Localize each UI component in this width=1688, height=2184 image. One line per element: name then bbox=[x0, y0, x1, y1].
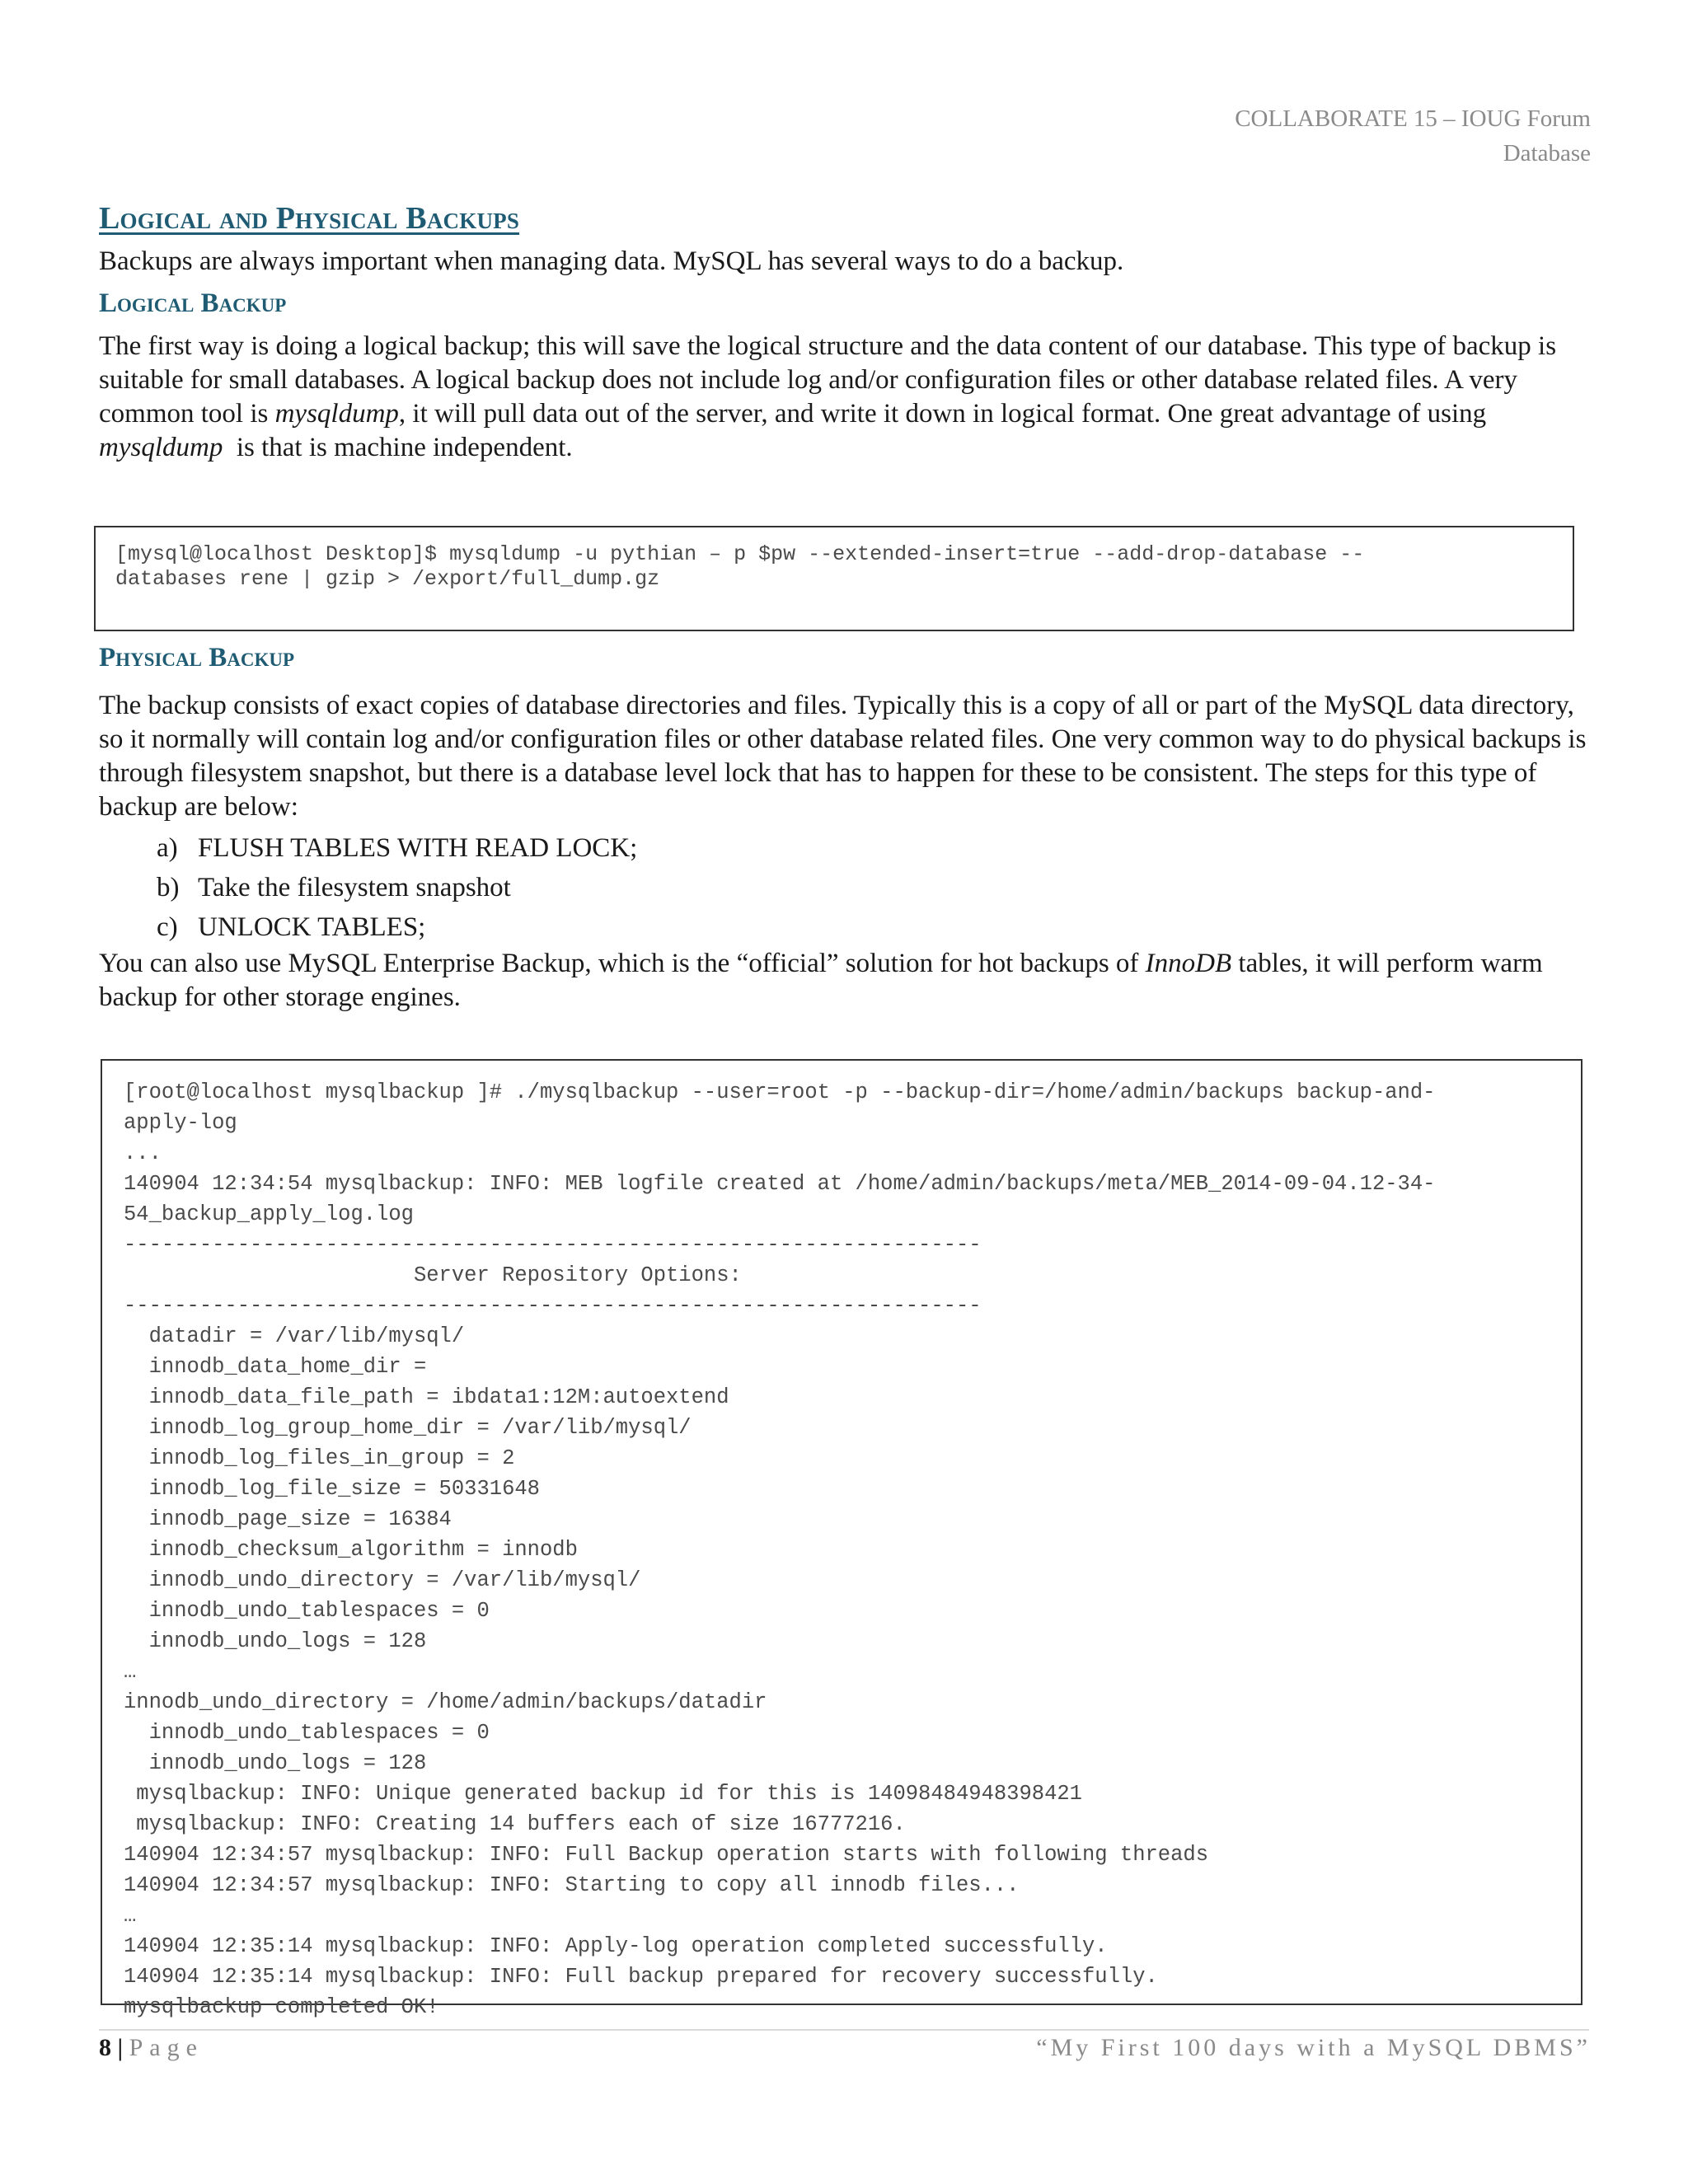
intro-paragraph: Backups are always important when managing data. MySQL has several ways to do a backup. bbox=[99, 246, 1124, 276]
code-line: 140904 12:35:14 mysqlbackup: INFO: Full backup prepared for recovery successfully. bbox=[124, 1965, 1158, 1989]
enterprise-backup-paragraph: You can also use MySQL Enterprise Backup, which is the “official” solution for hot backups of InnoDB tables, it will perform warm backup for other storage engines. bbox=[99, 949, 1543, 1012]
code-line: innodb_checksum_algorithm = innodb bbox=[124, 1538, 578, 1562]
header-conference: COLLABORATE 15 – IOUG Forum bbox=[1235, 105, 1591, 132]
code-line: Server Repository Options: bbox=[124, 1263, 742, 1287]
code-line: innodb_undo_directory = /var/lib/mysql/ bbox=[124, 1568, 641, 1592]
code-line: databases rene | gzip > /export/full_dump.gz bbox=[115, 567, 660, 591]
list-marker: a) bbox=[157, 833, 178, 863]
code-line: innodb_undo_directory = /home/admin/backups/datadir bbox=[124, 1690, 767, 1714]
code-line: mysqlbackup completed OK! bbox=[124, 1995, 439, 2019]
logical-backup-paragraph: The first way is doing a logical backup; this will save the logical structure and the data content of our database. This type of backup is suitable for small databases. A logical backup does not include log and/or configuration files or other database related files. A very common tool is mysqldump, it will pull data out of the server, and write it down in logical format. One great advantage of using mysqldump is that is machine independent. bbox=[99, 331, 1557, 462]
list-item-text: Take the filesystem snapshot bbox=[198, 873, 511, 902]
tool-name: mysqldump bbox=[99, 433, 223, 462]
header-track: Database bbox=[1503, 140, 1591, 166]
book-title: “My First 100 days with a MySQL DBMS” bbox=[1036, 2034, 1591, 2061]
mysqlbackup-code-block bbox=[101, 1059, 1582, 2019]
backup-steps-list bbox=[157, 828, 637, 947]
list-marker: c) bbox=[157, 912, 178, 942]
code-line: ... bbox=[124, 1141, 162, 1165]
code-line: 140904 12:34:57 mysqlbackup: INFO: Full Backup operation starts with following threads bbox=[124, 1843, 1209, 1867]
list-marker: b) bbox=[157, 873, 180, 902]
code-line: … bbox=[124, 1660, 137, 1684]
list-item-text: UNLOCK TABLES; bbox=[198, 912, 426, 942]
list-item bbox=[157, 828, 637, 868]
code-line: innodb_log_file_size = 50331648 bbox=[124, 1477, 540, 1501]
code-line: 140904 12:35:14 mysqlbackup: INFO: Apply-log operation completed successfully. bbox=[124, 1934, 1108, 1958]
section-title: Logical and Physical Backups bbox=[99, 201, 520, 236]
code-line: innodb_undo_logs = 128 bbox=[124, 1751, 427, 1775]
code-line: … bbox=[124, 1904, 137, 1928]
code-line: innodb_undo_tablespaces = 0 bbox=[124, 1721, 490, 1745]
code-line: mysqlbackup: INFO: Creating 14 buffers each of size 16777216. bbox=[124, 1812, 906, 1836]
code-line: innodb_page_size = 16384 bbox=[124, 1507, 452, 1531]
tool-name: mysqldump bbox=[274, 399, 399, 429]
code-line: 140904 12:34:54 mysqlbackup: INFO: MEB logfile created at /home/admin/backups/meta/MEB_2014-09-04.12-34- bbox=[124, 1172, 1436, 1196]
list-item bbox=[157, 907, 637, 947]
code-line: apply-log bbox=[124, 1111, 237, 1135]
code-line: datadir = /var/lib/mysql/ bbox=[124, 1324, 465, 1348]
running-header bbox=[1235, 101, 1591, 171]
code-line: mysqlbackup: INFO: Unique generated backup id for this is 14098484948398421 bbox=[124, 1782, 1082, 1806]
code-line: innodb_log_files_in_group = 2 bbox=[124, 1446, 515, 1470]
code-line: -------------------------------------------------------------------- bbox=[124, 1233, 982, 1257]
code-line: innodb_undo_tablespaces = 0 bbox=[124, 1599, 490, 1623]
code-line: 140904 12:34:57 mysqlbackup: INFO: Starting to copy all innodb files... bbox=[124, 1873, 1020, 1897]
code-line: innodb_log_group_home_dir = /var/lib/mysql/ bbox=[124, 1416, 692, 1440]
code-line: innodb_undo_logs = 128 bbox=[124, 1629, 427, 1653]
list-item-text: FLUSH TABLES WITH READ LOCK; bbox=[198, 833, 638, 863]
code-line: innodb_data_file_path = ibdata1:12M:autoextend bbox=[124, 1385, 729, 1409]
code-line: [mysql@localhost Desktop]$ mysqldump -u pythian – p $pw --extended-insert=true --add-drop-database -- bbox=[115, 542, 1365, 566]
logical-backup-heading: Logical Backup bbox=[99, 288, 287, 318]
footer-divider bbox=[99, 2029, 1589, 2031]
mysqldump-code-block bbox=[94, 526, 1574, 631]
code-line: -------------------------------------------------------------------- bbox=[124, 1294, 982, 1318]
physical-backup-heading: Physical Backup bbox=[99, 643, 294, 673]
code-line: 54_backup_apply_log.log bbox=[124, 1202, 414, 1226]
page-number: 8 | Page bbox=[99, 2034, 204, 2061]
list-item bbox=[157, 868, 637, 907]
code-line: innodb_data_home_dir = bbox=[124, 1355, 427, 1379]
engine-name: InnoDB bbox=[1145, 949, 1232, 978]
physical-backup-paragraph: The backup consists of exact copies of database directories and files. Typically this is a copy of all or part of the MySQL data directory, so it normally will contain log and/or configuration files or other database related files. One very common way to do physical backups is through filesystem snapshot, but there is a database level lock that has to happen for these to be consistent. The steps for this type of backup are below: bbox=[99, 691, 1587, 822]
code-line: [root@localhost mysqlbackup ]# ./mysqlbackup --user=root -p --backup-dir=/home/admin/backups backup-and- bbox=[124, 1080, 1436, 1104]
